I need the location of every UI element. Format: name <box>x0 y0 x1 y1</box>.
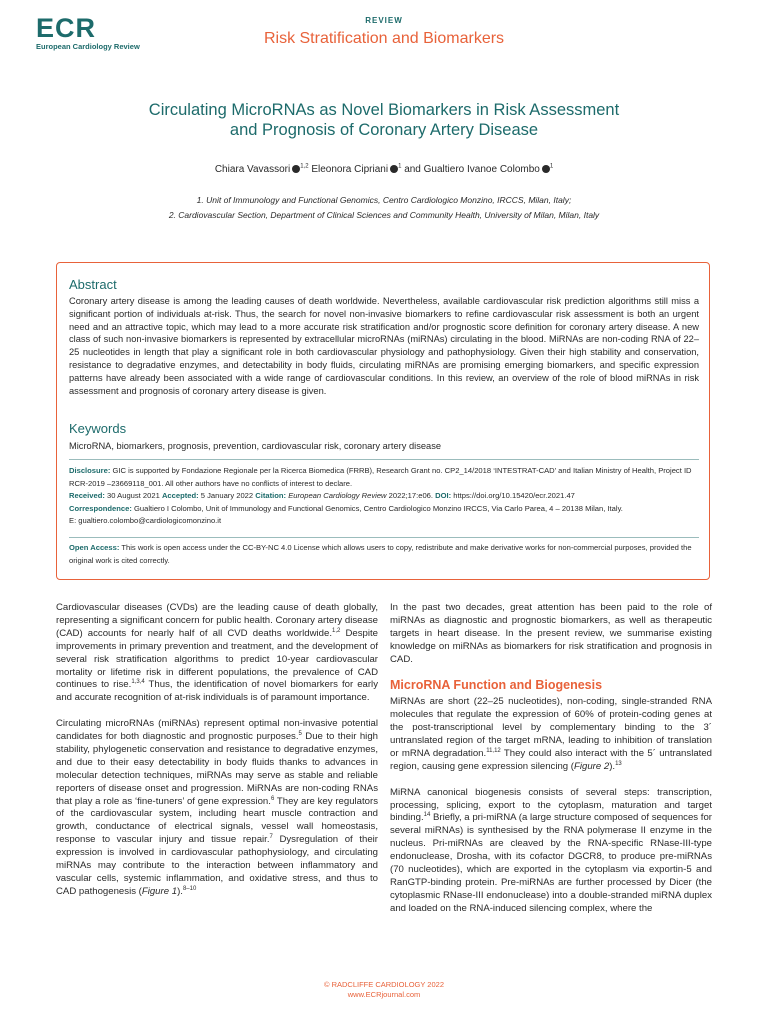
keywords-text: MicroRNA, biomarkers, prognosis, prevention, cardiovascular risk, coronary artery disease <box>69 441 442 451</box>
correspondence-label: Correspondence: <box>69 503 132 513</box>
divider <box>69 459 699 460</box>
citation-label: Citation: <box>255 491 287 500</box>
title-line-1: Circulating MicroRNAs as Novel Biomarkers in Risk Assessment <box>148 101 620 119</box>
dates-citation <box>69 490 699 503</box>
abstract-text: Coronary artery disease is among the leading causes of death worldwide. Nevertheless, available cardiovascular risk prediction algorithms still miss a significant portion of individuals at-risk. Thus, the search for novel non-invasive biomarkers to refine cardiovascular risk assessment is both an urgent need and an attractive topic, which may lead to a more accurate risk stratification and/or prognostic score definition for coronary artery disease. A new class of such non-invasive biomarkers is represented by extracellular microRNAs (miRNAs) circulating in the blood. MiRNAs are non-coding RNA of 22–25 nucleotides in length that play a significant role in both cardiovascular physiology and pathophysiology. Given their high stability and conservation, resistance to degradative enzymes, and detectability in body fluids, circulating miRNAs are promising emerging biomarkers, and specific expression patterns have already been associated with a wide range of cardiovascular conditions. In this review, an overview of the role of blood miRNAs in risk assessment and prognosis of coronary artery disease is given. <box>69 296 699 396</box>
text: Circulating microRNAs (miRNAs) represent optimal non-invasive potential candidates for both diagnostic and prognostic purposes. <box>56 718 378 743</box>
author-affiliation-ref: 1 <box>549 163 554 170</box>
figure-ref[interactable]: Figure 2 <box>574 760 610 772</box>
paragraph <box>390 696 712 773</box>
accepted-label: Accepted: <box>161 491 199 500</box>
citation-ref[interactable]: 8–10 <box>182 885 197 892</box>
affiliation-2: 2. Cardiovascular Section, Department of Clinical Sciences and Community Health, University of Milan, Milan, Italy <box>168 210 600 220</box>
doi-label: DOI: <box>435 491 452 500</box>
citation-ref[interactable]: 1,3,4 <box>131 679 145 686</box>
paragraph <box>56 718 378 899</box>
citation-ref[interactable]: 11,12 <box>486 747 501 754</box>
article-metadata <box>69 465 699 528</box>
disclosure <box>69 465 699 490</box>
copyright: © RADCLIFFE CARDIOLOGY 2022 <box>323 980 444 989</box>
text: Dysregulation of their expression is involved in cardiovascular pathophysiology, and circulating miRNAs may contribute to the interaction between inflammatory and vascular cells, systemic inflammation, and oxidative stress, and thus to CAD pathogenesis ( <box>56 834 378 897</box>
citation-journal: European Cardiology Review <box>288 491 387 500</box>
author-list <box>0 164 768 175</box>
text: They are key regulators of the cardiovascular system, including heart muscle contraction and growth, conductance of electrical signals, vessel wall homeostasis, response to vascular injury and tissue repair. <box>56 795 379 846</box>
text: Briefly, a pri-miRNA (a large structure composed of sequences for several miRNAs) is synthesised by the RNA polymerase II enzyme in the nucleus. Pri-miRNAs are cleaved by the RNA-specific RNase-III-type endonuclease, Drosha, with its cofactor DGCR8, to produce pre-miRNAs (70 nucleotides), which are exported in the cytoplasm via exportin-5 and RanGTP-binding protein. Pre-miRNAs are further processed by Dicer (the cytoplasmic RNase-III endonuclease) into a double-stranded miRNA duplex and loaded on the RNA-induced silencing complex, where the <box>390 812 712 914</box>
article-title <box>80 100 688 140</box>
orcid-icon[interactable] <box>542 165 550 173</box>
paragraph: In the past two decades, great attention has been paid to the role of miRNAs as diagnostic and prognostic biomarkers, as well as therapeutic targets in heart disease. In the present review, we summarise existing knowledge on miRNAs as biomarkers for risk stratification and prognosis in CAD. <box>390 602 712 665</box>
article-category: REVIEW <box>365 16 403 25</box>
author-name: Eleonora Cipriani <box>311 164 389 175</box>
left-column <box>56 602 378 912</box>
author-name: Gualtiero Ivanoe Colombo <box>423 164 540 175</box>
citation-ref[interactable]: 14 <box>423 812 431 819</box>
paragraph <box>390 787 712 916</box>
received-label: Received: <box>69 491 105 500</box>
author-affiliation-ref: 1 <box>398 163 402 170</box>
author-name: Chiara Vavassori <box>214 164 291 175</box>
section-title: Risk Stratification and Biomarkers <box>263 30 505 47</box>
citation-ref[interactable]: 7 <box>269 834 273 841</box>
abstract-box <box>56 262 710 580</box>
open-access-text: This work is open access under the CC-BY-NC 4.0 License which allows users to copy, redistribute and make derivative works for non-commercial purposes, provided the original work is cited correctly. <box>69 543 692 565</box>
doi-link[interactable]: https://doi.org/10.15420/ecr.2021.47 <box>453 491 575 500</box>
figure-ref[interactable]: Figure 1 <box>141 885 178 897</box>
text: ). <box>177 885 183 897</box>
text: MiRNAs are short (22–25 nucleotides), non-coding, single-stranded RNA molecules that regulate the expression of 60% of protein-coding genes at the post-transcriptional level by complementary binding to the 3´ untranslated region of the target mRNA, leading to inhibition of translation or mRNA degradation. <box>390 696 712 759</box>
email[interactable]: E: gualtiero.colombo@cardiologicomonzino.it <box>69 516 222 525</box>
citation-ref[interactable]: 1,2 <box>332 627 341 634</box>
open-access <box>69 542 699 567</box>
correspondence-text: Gualtiero I Colombo, Unit of Immunology and Functional Genomics, Centro Cardiologico Monzino IRCCS, Via Carlo Parea, 4 – 20138 Milan, Italy. <box>134 503 623 513</box>
keywords-heading: Keywords <box>69 421 127 436</box>
text: Due to their high stability, phylogenetic conservation and resistance to degradative enzymes, and due to their easy detectability in body fluids thanks to advances in molecular detection techniques, miRNAs may serve as stable and reliable reporters of disease onset and progression. MiRNAs are non-coding RNAs that play a role as ‘fine-tuners’ of gene expression. <box>56 731 378 807</box>
text: Despite improvements in primary prevention and treatment, and the development of several risk stratification algorithms to predict 10-year cardiovascular mortality or lifetime risk in different populations, the prevalence of CAD continues to rise. <box>56 627 379 691</box>
divider <box>69 537 699 538</box>
text: They could also interact with the 5´ untranslated region, causing gene expression silencing ( <box>390 747 712 772</box>
citation-ref[interactable]: 5 <box>298 730 302 737</box>
text: Cardiovascular diseases (CVDs) are the leading cause of death globally, representing a significant concern for public health. Coronary artery disease (CAD) accounts for nearly half of all CVD deaths worldwide. <box>56 602 378 639</box>
journal-url[interactable]: www.ECRjournal.com <box>347 990 421 999</box>
author-conjunction: and <box>404 164 421 175</box>
received-date: 30 August 2021 <box>107 491 160 500</box>
disclosure-label: Disclosure: <box>69 466 111 475</box>
accepted-date: 5 January 2022 <box>200 491 254 500</box>
open-access-label: Open Access: <box>69 543 120 552</box>
orcid-icon[interactable] <box>390 165 398 173</box>
right-column <box>390 602 712 929</box>
correspondence <box>69 503 699 516</box>
citation-ref[interactable]: 13 <box>615 760 622 767</box>
affiliation-1: 1. Unit of Immunology and Functional Genomics, Centro Cardiologico Monzino, IRCCS, Milan, Italy; <box>196 195 572 205</box>
abstract-heading: Abstract <box>69 277 117 292</box>
logo-text: ECR <box>36 13 97 43</box>
paragraph <box>56 602 378 705</box>
page-footer <box>0 980 768 1000</box>
citation-volume: 2022;17:e06. <box>388 491 434 500</box>
title-line-2: and Prognosis of Coronary Artery Disease <box>229 121 539 139</box>
section-heading: MicroRNA Function and Biogenesis <box>390 678 603 693</box>
text: MiRNA canonical biogenesis consists of several steps: transcription, processing, splicing, export to the cytoplasm, maturation and target binding. <box>390 786 712 824</box>
text: Thus, the identification of novel biomarkers for early and accurate recognition of at-risk individuals is of paramount importance. <box>56 679 378 704</box>
disclosure-text: GIC is supported by Fondazione Regionale per la Ricerca Biomedica (FRRB), Research Grant no. CP2_14/2018 ‘INTESTRAT-CAD’ and Italian Ministry of Health, Project ID RCR-2019 –23669118_001. All other authors have no conflicts of interest to declare. <box>69 466 692 488</box>
citation-ref[interactable]: 6 <box>270 795 275 802</box>
text: ). <box>609 760 616 772</box>
author-affiliation-ref: 1,2 <box>300 163 309 170</box>
logo-subtitle: European Cardiology Review <box>36 42 140 51</box>
